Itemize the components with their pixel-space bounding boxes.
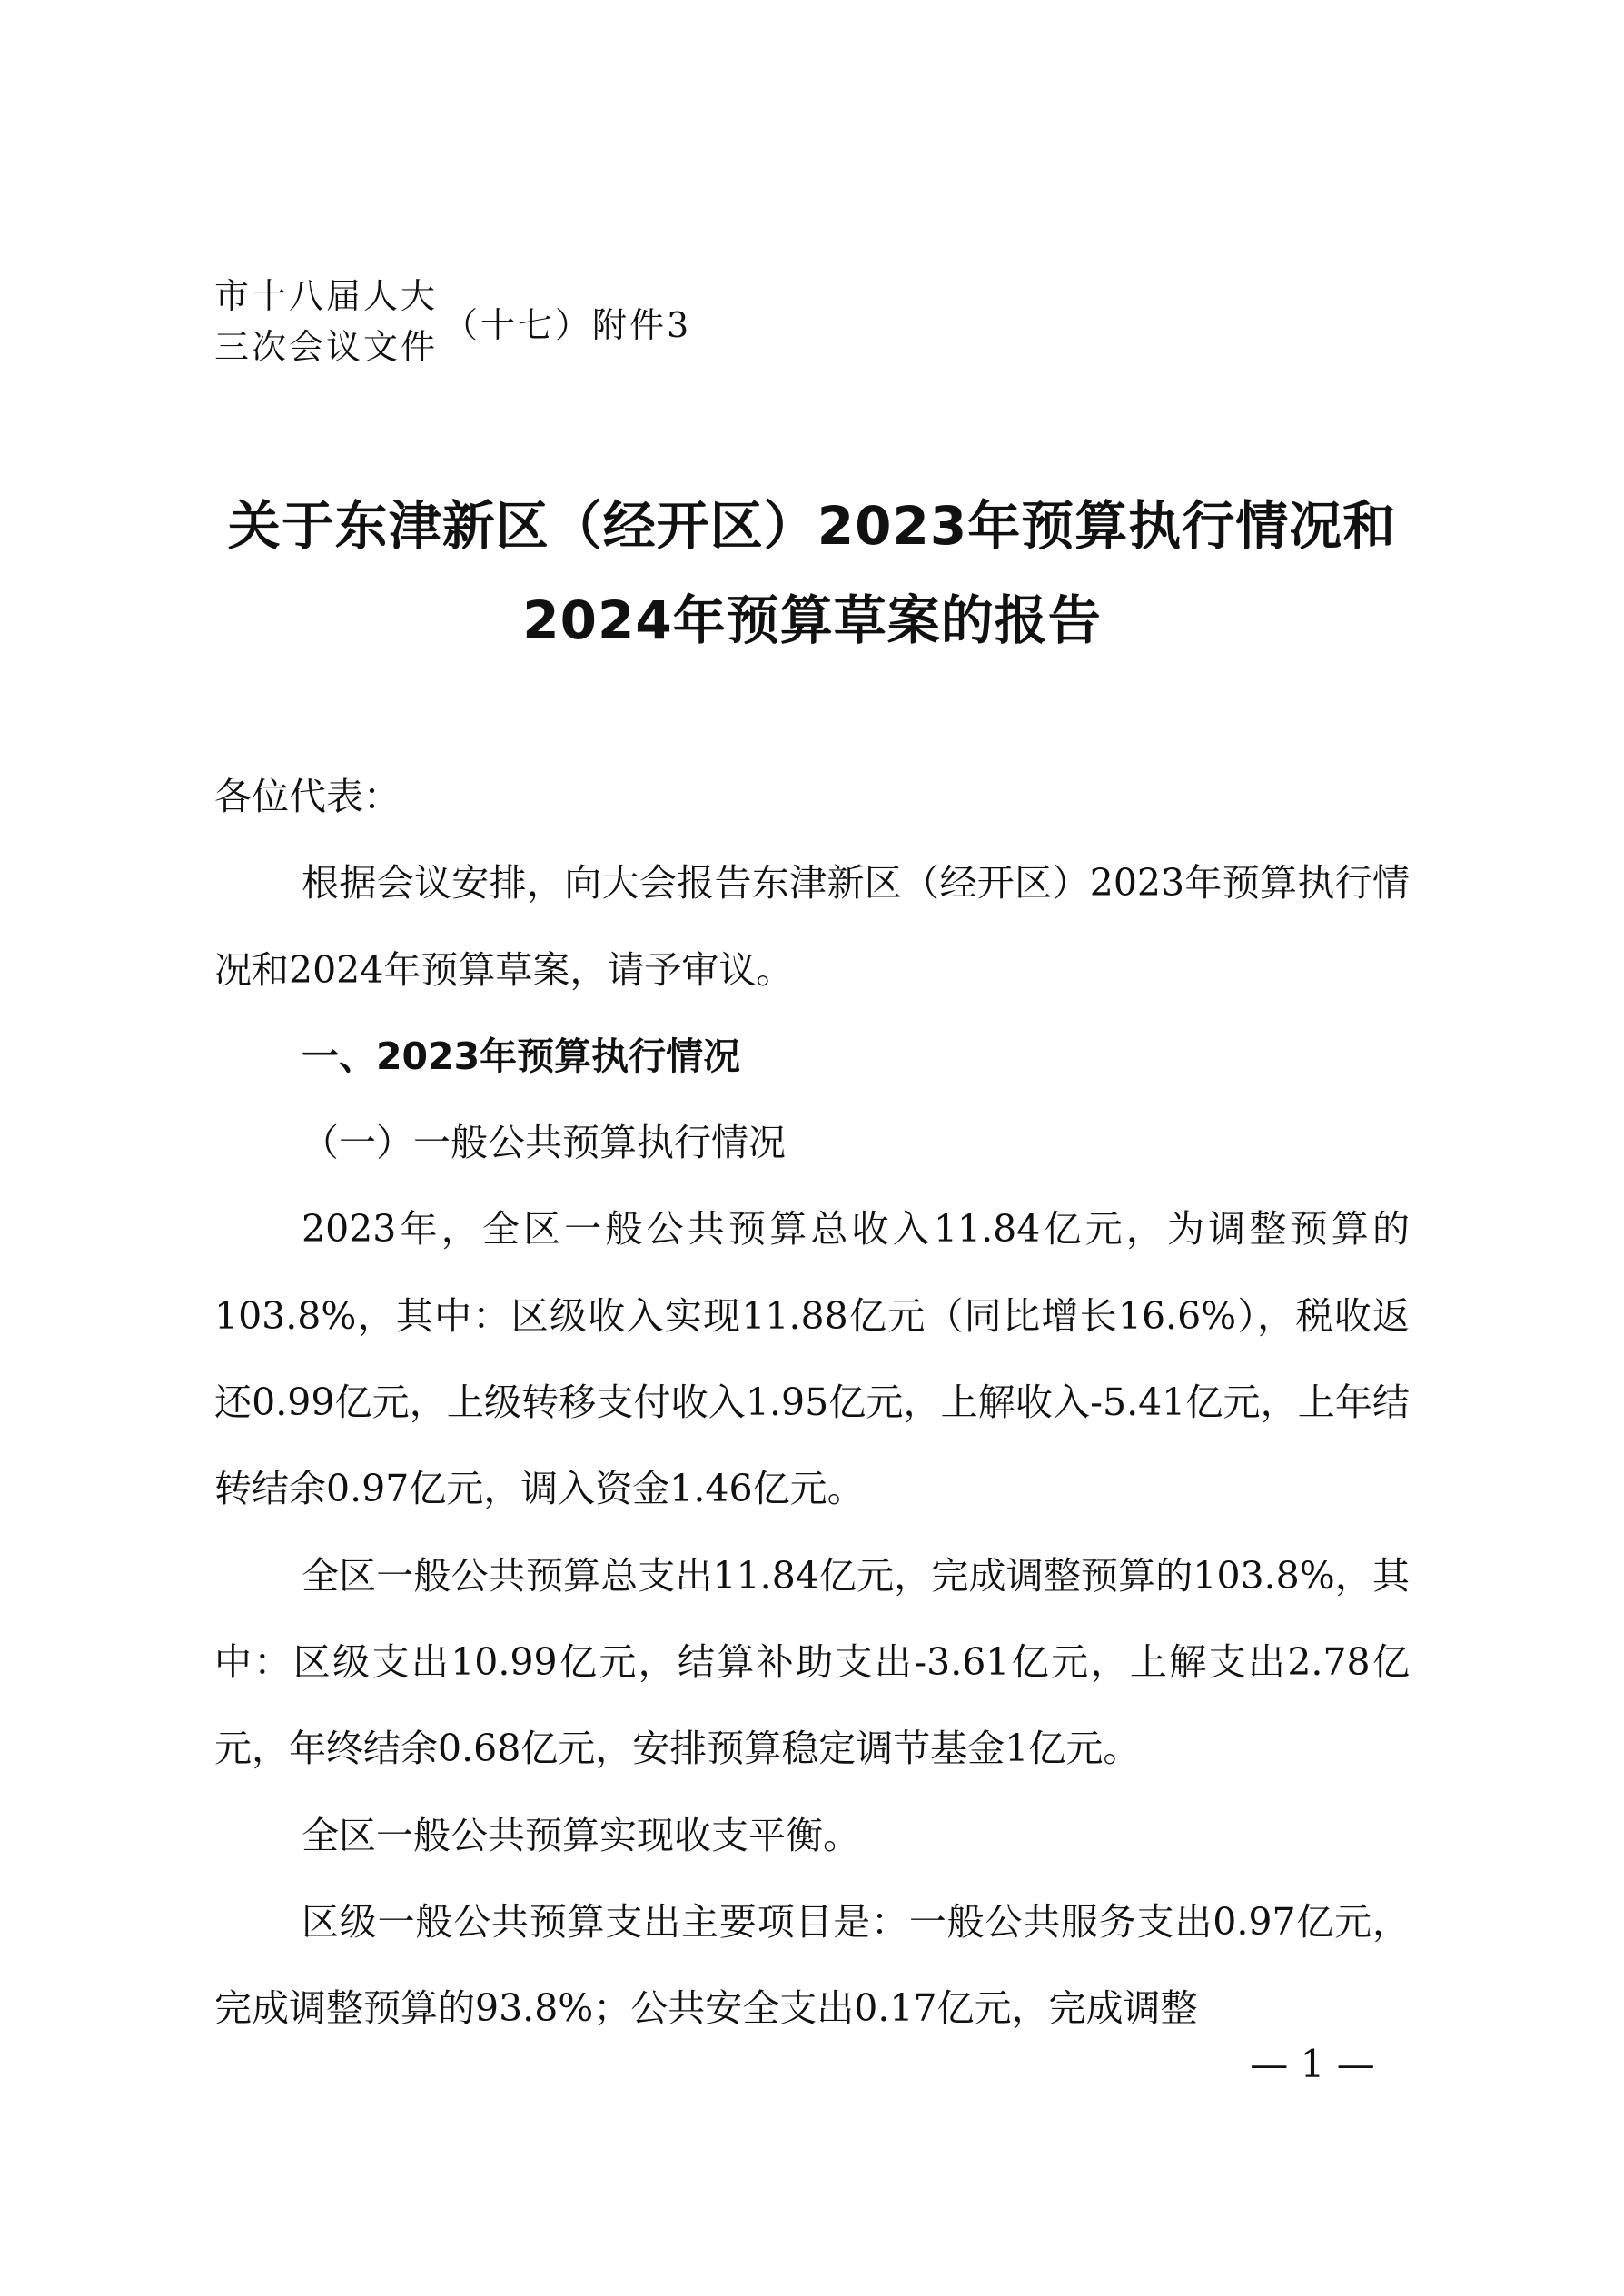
expenditure-items-paragraph: 区级一般公共预算支出主要项目是：一般公共服务支出0.97亿元，完成调整预算的93.8%；公共安全支出0.17亿元，完成调整 xyxy=(214,1899,1410,2031)
report-title-line2: 2024年预算草案的报告 xyxy=(522,589,1102,651)
expenditure-paragraph: 全区一般公共预算总支出11.84亿元，完成调整预算的103.8%，其中：区级支出10.99亿元，结算补助支出-3.61亿元，上解支出2.78亿元，年终结余0.68亿元，安排预算稳定调节基金1亿元。 xyxy=(214,1553,1410,1771)
report-title-line1: 关于东津新区（经开区）2023年预算执行情况和 xyxy=(227,495,1397,557)
revenue-paragraph: 2023年，全区一般公共预算总收入11.84亿元，为调整预算的103.8%，其中：区级收入实现11.88亿元（同比增长16.6%），税收返还0.99亿元，上级转移支付收入1.95亿元，上解收入-5.41亿元，上年结转结余0.97亿元，调入资金1.46亿元。 xyxy=(214,1207,1410,1511)
meeting-label-line1: 市十八届人大 xyxy=(214,276,439,316)
report-body xyxy=(214,754,1410,2052)
page-number: — 1 — xyxy=(1250,2042,1375,2086)
balance-paragraph: 全区一般公共预算实现收支平衡。 xyxy=(302,1813,860,1857)
section-heading: 一、2023年预算执行情况 xyxy=(302,1034,741,1078)
intro-paragraph: 根据会议安排，向大会报告东津新区（经开区）2023年预算执行情况和2024年预算草案，请予审议。 xyxy=(214,861,1410,992)
attachment-number: （十七）附件3 xyxy=(443,304,692,345)
meeting-label xyxy=(214,271,438,372)
salutation: 各位代表： xyxy=(214,775,401,818)
subsection-heading: （一）一般公共预算执行情况 xyxy=(302,1121,786,1165)
meeting-label-line2: 三次会议文件 xyxy=(214,327,439,367)
document-header xyxy=(214,271,691,372)
